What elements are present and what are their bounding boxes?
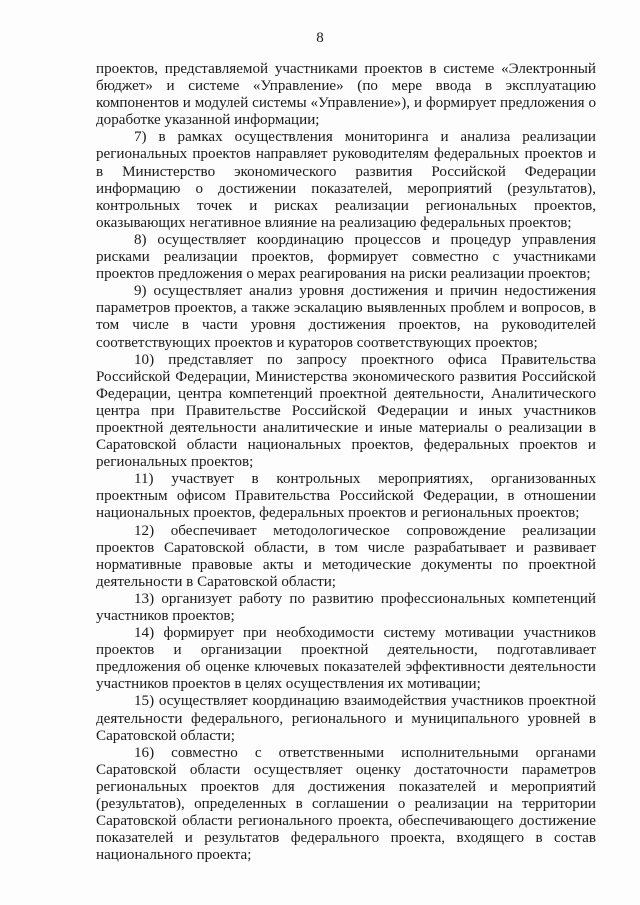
page-number: 8 bbox=[316, 30, 324, 46]
paragraph-2: 7) в рамках осуществления мониторинга и анализа реализации региональных проектов направляет руководителям федеральных проектов и в Министерство экономического развития Российской Федерации информацию о достижении показателей, мероприятий (результатов), контрольных точек и рисках реализации региональных проектов, оказывающих негативное влияние на реализацию федеральных проектов; bbox=[96, 129, 596, 231]
paragraph-11: 16) совместно с ответственными исполнительными органами Саратовской области осуществляет оценку достаточности параметров региональных проектов для достижения показателей и мероприятий (результатов), определенных в соглашении о реализации на территории Саратовской области регионального проекта, обеспечивающего достижение показателей и результатов федерального проекта, входящего в состав национального проекта; bbox=[96, 744, 596, 864]
paragraph-3: 8) осуществляет координацию процессов и процедур управления рисками реализации проектов, формирует совместно с участниками проектов предложения о мерах реагирования на риски реализации проектов; bbox=[96, 231, 596, 283]
paragraph-5: 10) представляет по запросу проектного офиса Правительства Российской Федерации, Министерства экономического развития Российской Федерации, центра компетенций проектной деятельности, Аналитического центра при Правительстве Российской Федерации и иных участников проектной деятельности аналитические и иные материалы о реализации в Саратовской области национальных проектов, федеральных проектов и региональных проектов; bbox=[96, 351, 596, 471]
paragraph-9: 14) формирует при необходимости систему мотивации участников проектов и организации проектной деятельности, подготавливает предложения об оценке ключевых показателей эффективности деятельности участников проектов в целях осуществления их мотивации; bbox=[96, 625, 596, 693]
paragraph-4: 9) осуществляет анализ уровня достижения и причин недостижения параметров проектов, а также эскалацию выявленных проблем и вопросов, в том числе в части уровня достижения проектов, на руководителей соответствующих проектов и кураторов соответствующих проектов; bbox=[96, 283, 596, 351]
paragraph-10: 15) осуществляет координацию взаимодействия участников проектной деятельности федерального, регионального и муниципального уровней в Саратовской области; bbox=[96, 693, 596, 744]
paragraph-1: проектов, представляемой участниками проектов в системе «Электронный бюджет» и системе «Управление» (по мере ввода в эксплуатацию компонентов и модулей системы «Управление»), и формирует предложения о доработке указанной информации; bbox=[96, 61, 596, 129]
document-body bbox=[96, 61, 596, 864]
paragraph-6: 11) участвует в контрольных мероприятиях, организованных проектным офисом Правительства Российской Федерации, в отношении национальных проектов, федеральных проектов и региональных проектов; bbox=[96, 471, 596, 522]
paragraph-7: 12) обеспечивает методологическое сопровождение реализации проектов Саратовской области, в том числе разрабатывает и развивает нормативные правовые акты и методические документы по проектной деятельности в Саратовской области; bbox=[96, 522, 596, 590]
paragraph-8: 13) организует работу по развитию профессиональных компетенций участников проектов; bbox=[96, 590, 596, 624]
